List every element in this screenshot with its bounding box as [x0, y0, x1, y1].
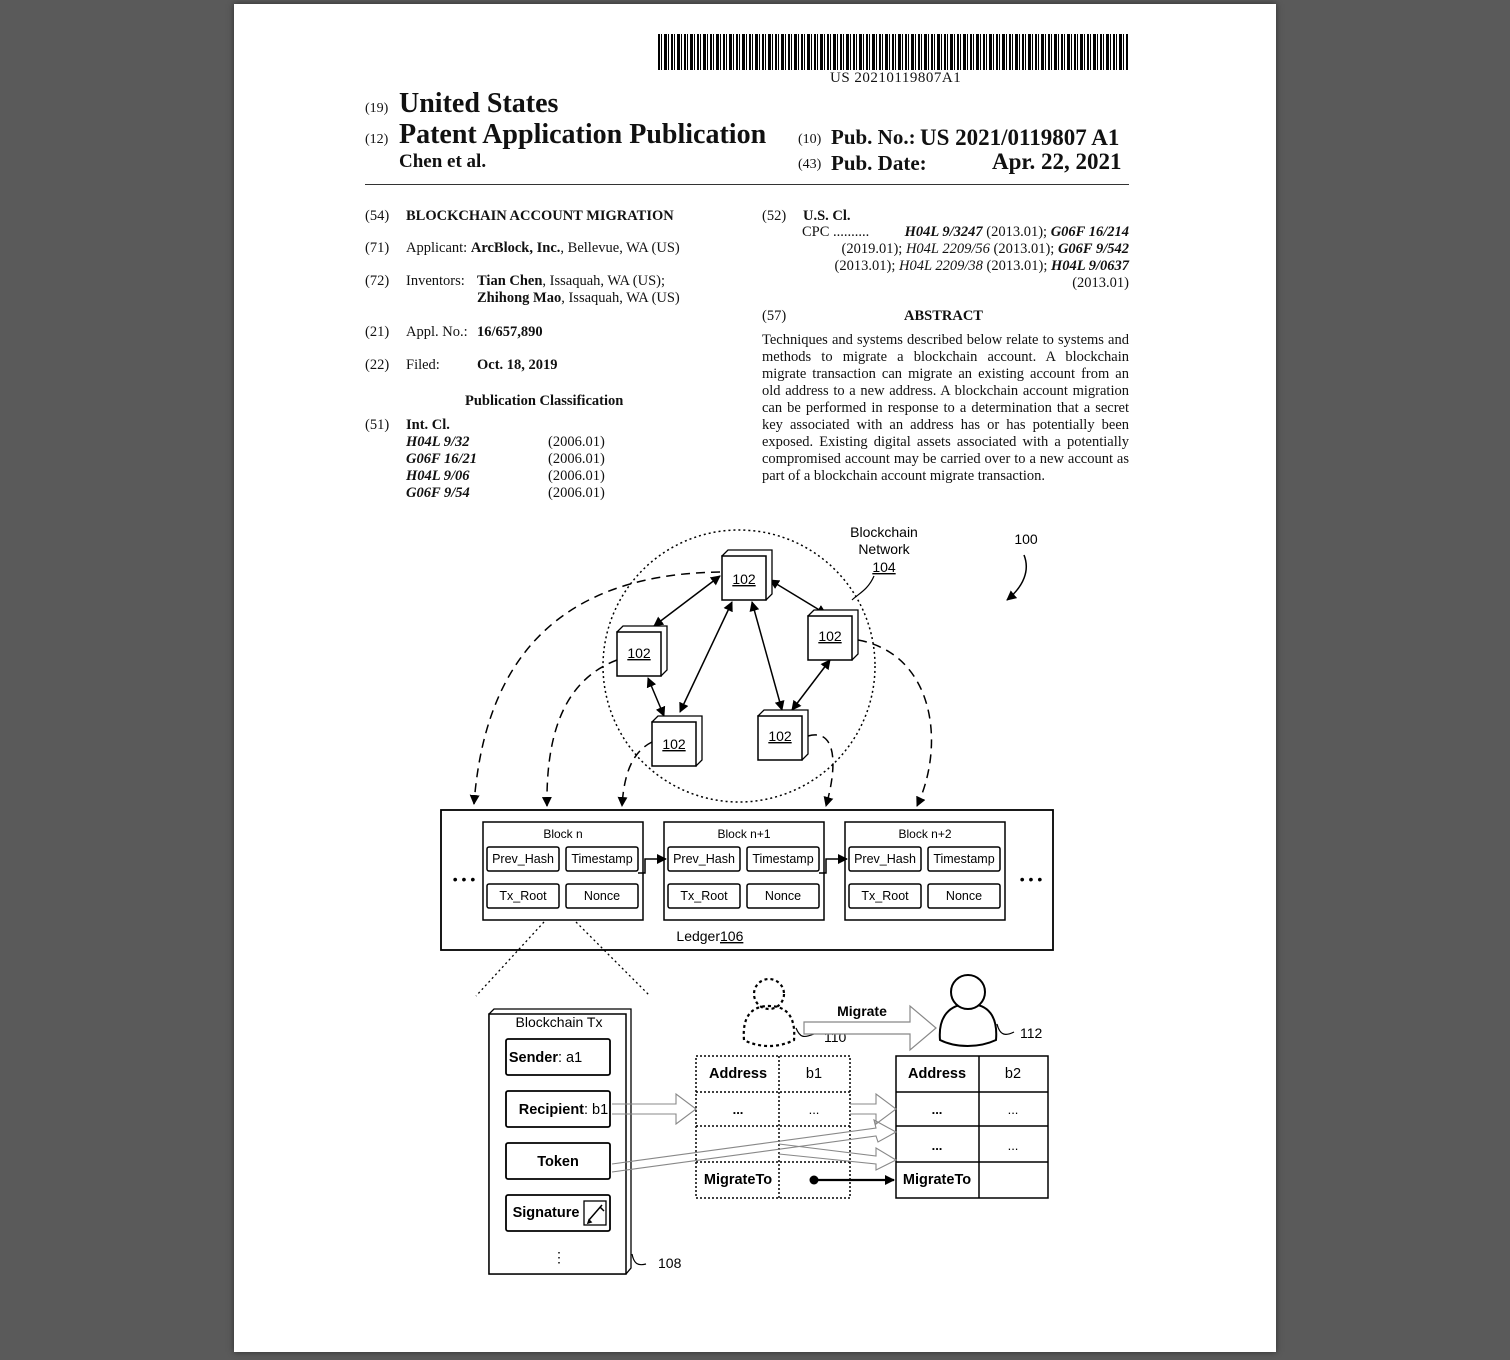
intcl-code: (51) [365, 417, 390, 433]
filed-code: (22) [365, 357, 390, 373]
block-field-prev-hash: Prev_Hash [673, 852, 735, 866]
block-field-tx-root: Tx_Root [499, 889, 547, 903]
node-label: 102 [818, 628, 842, 644]
block-field-prev-hash: Prev_Hash [854, 852, 916, 866]
intcl-year: (2006.01) [548, 485, 605, 501]
pub-no: US 2021/0119807 A1 [920, 125, 1120, 150]
country-code: (19) [365, 101, 389, 116]
tx-sender-label: Sender [508, 1050, 558, 1066]
inventor-1-name: Tian Chen [477, 273, 543, 289]
figure-ref: 100 [1014, 531, 1038, 547]
new-table-migrate-label: MigrateTo [902, 1172, 972, 1188]
tx-sender-value: : a1 [558, 1050, 583, 1066]
tx-recipient-label: Recipient [518, 1102, 584, 1118]
abstract-heading: ABSTRACT [904, 308, 983, 324]
block-title: Block n [543, 827, 583, 841]
ledger-ellipsis-left: • • • [452, 871, 476, 887]
node-102-top [722, 550, 772, 600]
intcl-class: H04L 9/06 [406, 468, 470, 484]
node-102-bottom-left [652, 716, 702, 766]
new-user-ref: 112 [1020, 1025, 1043, 1041]
node-102-bottom-right [758, 710, 808, 760]
filed-date: Oct. 18, 2019 [477, 357, 558, 373]
new-table-address-value: b2 [1004, 1066, 1022, 1082]
tx-ref: 108 [658, 1255, 682, 1271]
ledger-label: Ledger [676, 928, 720, 944]
figure-ref-arrow [1007, 555, 1026, 600]
node-label: 102 [627, 645, 651, 661]
old-account-table [696, 1056, 850, 1198]
invention-title: BLOCKCHAIN ACCOUNT MIGRATION [406, 208, 674, 224]
intcl-year: (2006.01) [548, 451, 605, 467]
cpc-year: (2013.01); [982, 258, 1048, 274]
new-user-icon [940, 975, 996, 1046]
authors: Chen et al. [399, 151, 487, 172]
node-label: 102 [732, 571, 756, 587]
inventors-code: (72) [365, 273, 390, 289]
blockchain-tx [489, 1009, 682, 1274]
old-table-address-label: Address [708, 1066, 768, 1082]
cpc-year: (2013.01); [989, 241, 1058, 257]
pub-no-label: Pub. No.: [831, 125, 916, 149]
block-n-plus-2 [845, 822, 1005, 920]
intcl-year: (2006.01) [548, 468, 605, 484]
type-code: (12) [365, 132, 389, 147]
block-title: Block n+1 [717, 827, 771, 841]
cpc-year: (2013.01); [834, 258, 899, 274]
block-field-prev-hash: Prev_Hash [492, 852, 554, 866]
signature-pen-icon [584, 1201, 606, 1225]
node-to-ledger-arrows [474, 572, 931, 806]
node-102-left [617, 626, 667, 676]
old-table-address-value: b1 [805, 1066, 823, 1082]
intcl-class: H04L 9/32 [406, 434, 470, 450]
uscl-label: U.S. Cl. [803, 208, 851, 224]
cpc-class: G06F 9/542 [1057, 241, 1129, 257]
network-label-2: Network [858, 541, 910, 557]
applicant-name: ArcBlock, Inc. [470, 240, 561, 256]
appl-code: (21) [365, 324, 390, 340]
cpc-class: H04L 9/3247 [904, 224, 983, 240]
new-table-address-label: Address [907, 1066, 967, 1082]
tx-title: Blockchain Tx [515, 1014, 603, 1030]
applicant-code: (71) [365, 240, 390, 256]
block-field-tx-root: Tx_Root [680, 889, 728, 903]
inventors-label: Inventors: [406, 273, 465, 289]
new-table-dots: ... [931, 1102, 943, 1117]
block-field-timestamp: Timestamp [752, 852, 814, 866]
inventor-2-location: , Issaquah, WA (US) [561, 290, 680, 306]
node-label: 102 [662, 736, 686, 752]
uscl-code: (52) [762, 208, 787, 224]
figure-1 [234, 4, 1276, 1352]
new-table-dots: ... [931, 1138, 943, 1153]
tx-signature: Signature [512, 1205, 580, 1221]
cpc-class: G06F 16/214 [1050, 224, 1129, 240]
intcl-year: (2006.01) [548, 434, 605, 450]
block-field-tx-root: Tx_Root [861, 889, 909, 903]
block-field-nonce: Nonce [764, 889, 802, 903]
block-n [483, 822, 643, 920]
old-table-dots: ... [732, 1102, 744, 1117]
inventor-2-name: Zhihong Mao [477, 290, 562, 306]
old-user-icon [744, 979, 795, 1046]
appl-label: Appl. No.: [406, 324, 468, 340]
applicant-label: Applicant: [406, 240, 468, 256]
new-table-dots: ... [1007, 1102, 1019, 1117]
pub-date-code: (43) [798, 157, 822, 172]
appl-number: 16/657,890 [477, 324, 543, 340]
publication-classification-heading: Publication Classification [465, 393, 624, 409]
old-table-dots: ... [808, 1102, 820, 1117]
intcl-class: G06F 9/54 [406, 485, 470, 501]
new-table-dots: ... [1007, 1138, 1019, 1153]
tx-recipient-value: : b1 [584, 1102, 609, 1118]
block-field-timestamp: Timestamp [571, 852, 633, 866]
intcl-label: Int. Cl. [406, 417, 450, 433]
pub-no-code: (10) [798, 132, 822, 147]
new-account-table [896, 1056, 1048, 1198]
block-field-timestamp: Timestamp [933, 852, 995, 866]
cpc-class: H04L 2209/56 [905, 241, 990, 257]
patent-page [234, 4, 1276, 1352]
block-n-plus-1 [664, 822, 824, 920]
applicant-location: , Bellevue, WA (US) [560, 240, 680, 256]
node-label: 102 [768, 728, 792, 744]
tx-more: ⋮ [552, 1249, 566, 1265]
filed-label: Filed: [406, 357, 440, 373]
cpc-label: CPC .......... [802, 224, 870, 240]
title-code: (54) [365, 208, 390, 224]
old-user-ref: 110 [824, 1029, 847, 1045]
block-title: Block n+2 [898, 827, 952, 841]
cpc-class: H04L 9/0637 [1050, 258, 1129, 274]
publication-type: Patent Application Publication [399, 119, 767, 150]
network-ref: 104 [872, 559, 896, 575]
cpc-year: (2013.01) [1072, 275, 1129, 291]
barcode-number: US 20210119807A1 [830, 70, 962, 86]
migrate-label: Migrate [837, 1003, 887, 1019]
country: United States [399, 88, 559, 119]
network-leader [852, 576, 874, 600]
network-label-1: Blockchain [850, 524, 918, 540]
pub-date: Apr. 22, 2021 [992, 149, 1122, 174]
intcl-class: G06F 16/21 [406, 451, 478, 467]
block-field-nonce: Nonce [945, 889, 983, 903]
abstract-code: (57) [762, 308, 787, 324]
tx-token: Token [537, 1154, 579, 1170]
old-table-migrate-label: MigrateTo [703, 1172, 773, 1188]
cpc-class: H04L 2209/38 [898, 258, 983, 274]
inventor-1-location: , Issaquah, WA (US); [542, 273, 665, 289]
pub-date-label: Pub. Date: [831, 151, 927, 175]
ledger-ellipsis-right: • • • [1019, 871, 1043, 887]
ledger-ref: 106 [720, 928, 744, 944]
block-field-nonce: Nonce [583, 889, 621, 903]
node-102-right [808, 610, 858, 660]
cpc-year: (2019.01); [841, 241, 906, 257]
cpc-year: (2013.01); [982, 224, 1051, 240]
abstract-text: Techniques and systems described below relate to systems and methods to migrate a blockchain account. A blockchain migrate transaction can migrate an existing account from an old address to a new address. A blockchain account migration can be performed in response to a determination that a secret key associated with an address has or has potentially been exposed. Existing digital assets associated with a potentially compromised account may be carried over to a new account as part of a blockchain account migrate transaction. [762, 332, 1129, 484]
